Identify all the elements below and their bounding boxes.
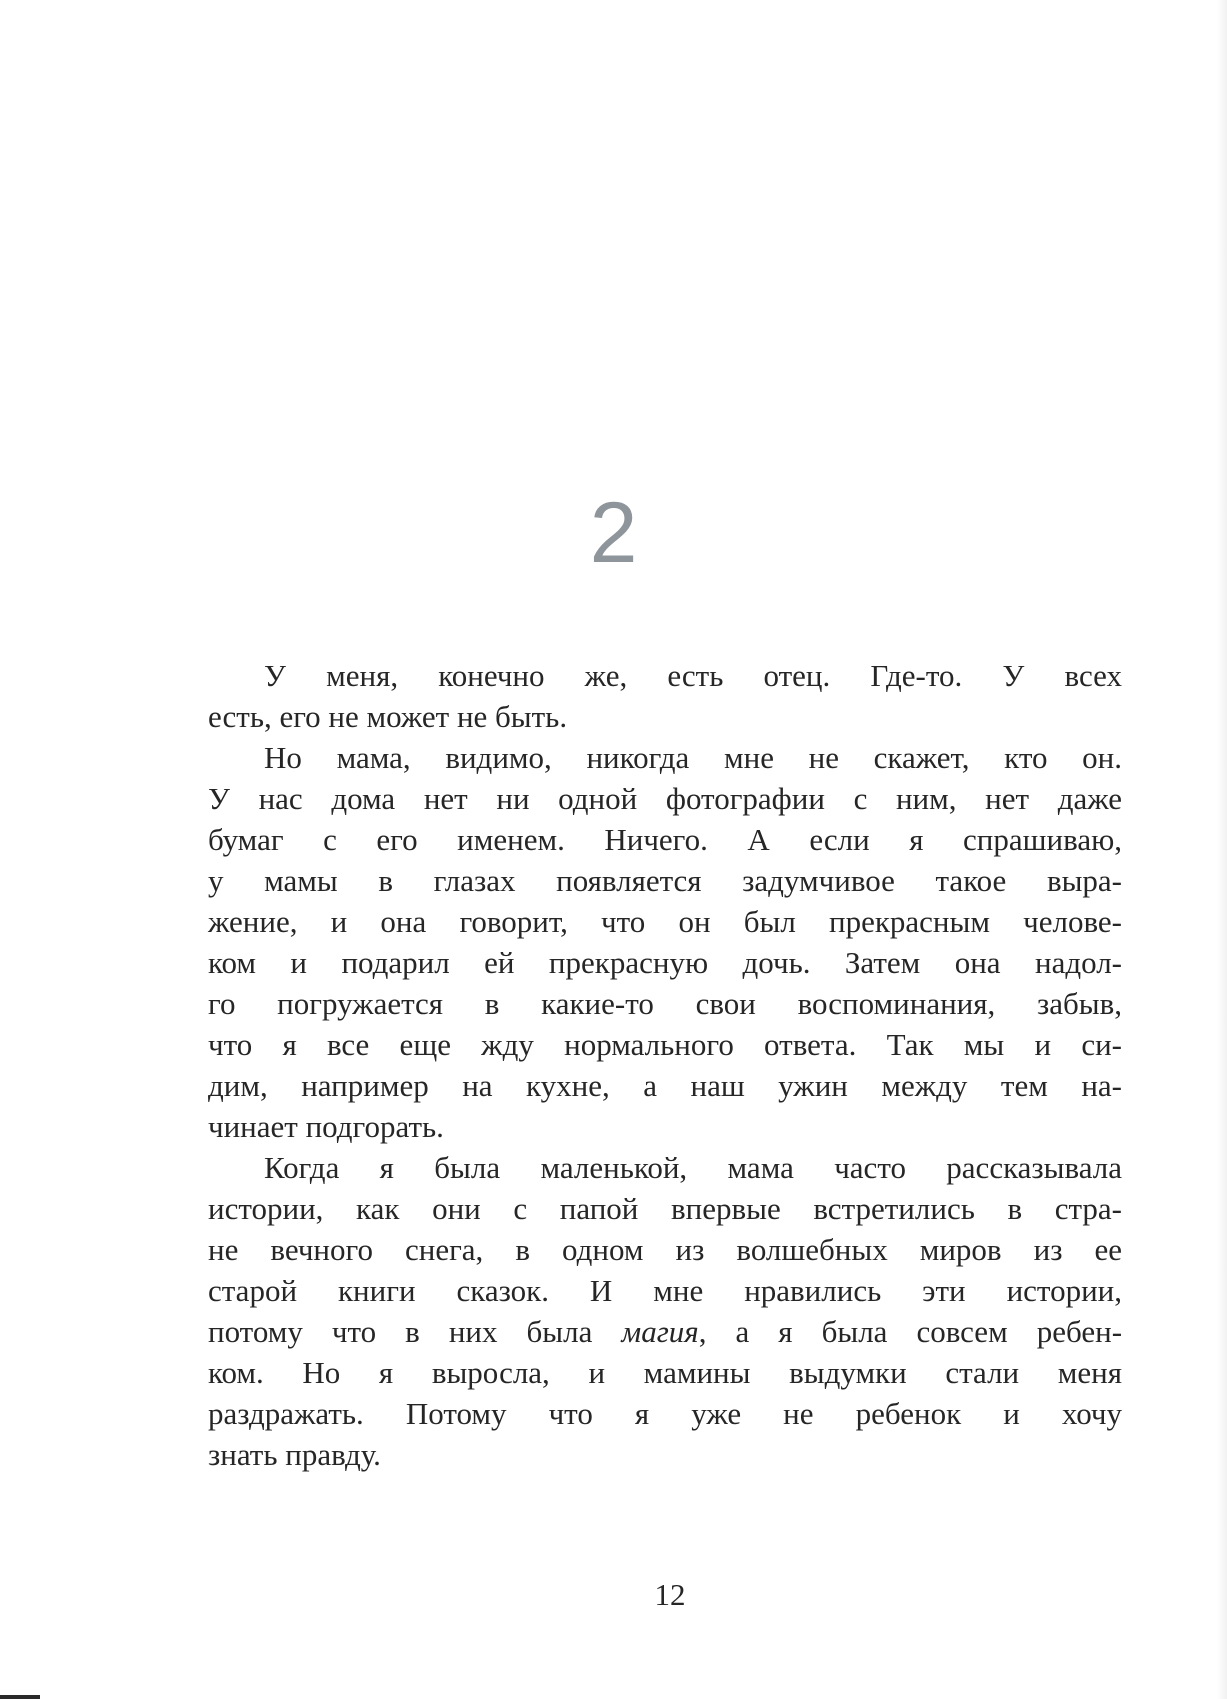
text-line: го погружается в какие-то свои воспоминания, забыв,: [208, 986, 1122, 1021]
text-line: Но мама, видимо, никогда мне не скажет, кто он.: [264, 740, 1122, 775]
text-line: что я все еще жду нормального ответа. Так мы и си-: [208, 1027, 1122, 1062]
text-line: раздражать. Потому что я уже не ребенок и хочу: [208, 1396, 1122, 1431]
text-segment: потому что в них была: [208, 1314, 593, 1349]
page-number: 12: [654, 1577, 686, 1612]
italic-word: магия: [621, 1314, 699, 1349]
text-line: бумаг с его именем. Ничего. А если я спрашиваю,: [208, 822, 1122, 857]
text-line-with-italic: [208, 1311, 1122, 1352]
text-line: ком и подарил ей прекрасную дочь. Затем она надол-: [208, 945, 1122, 980]
text-line: старой книги сказок. И мне нравились эти истории,: [208, 1273, 1122, 1308]
scan-edge-mark: [0, 1695, 40, 1699]
page-edge-shadow: [1217, 0, 1227, 1699]
text-line: У меня, конечно же, есть отец. Где-то. У всех: [264, 658, 1122, 693]
text-line: знать правду.: [208, 1437, 381, 1472]
text-line: Когда я была маленькой, мама часто рассказывала: [264, 1150, 1122, 1185]
chapter-body: [208, 655, 1122, 1475]
text-line: ком. Но я выросла, и мамины выдумки стали меня: [208, 1355, 1122, 1390]
text-line: чинает подгорать.: [208, 1109, 444, 1144]
text-line: У нас дома нет ни одной фотографии с ним, нет даже: [208, 781, 1122, 816]
text-line: дим, например на кухне, а наш ужин между тем на-: [208, 1068, 1122, 1103]
text-line: не вечного снега, в одном из волшебных миров из ее: [208, 1232, 1122, 1267]
chapter-number: 2: [589, 485, 638, 581]
text-segment: , а я была совсем ребен-: [698, 1314, 1123, 1349]
text-line: у мамы в глазах появляется задумчивое такое выра-: [208, 863, 1122, 898]
text-line: жение, и она говорит, что он был прекрасным челове-: [208, 904, 1122, 939]
text-line: истории, как они с папой впервые встретились в стра-: [208, 1191, 1122, 1226]
text-line: есть, его не может не быть.: [208, 699, 568, 734]
